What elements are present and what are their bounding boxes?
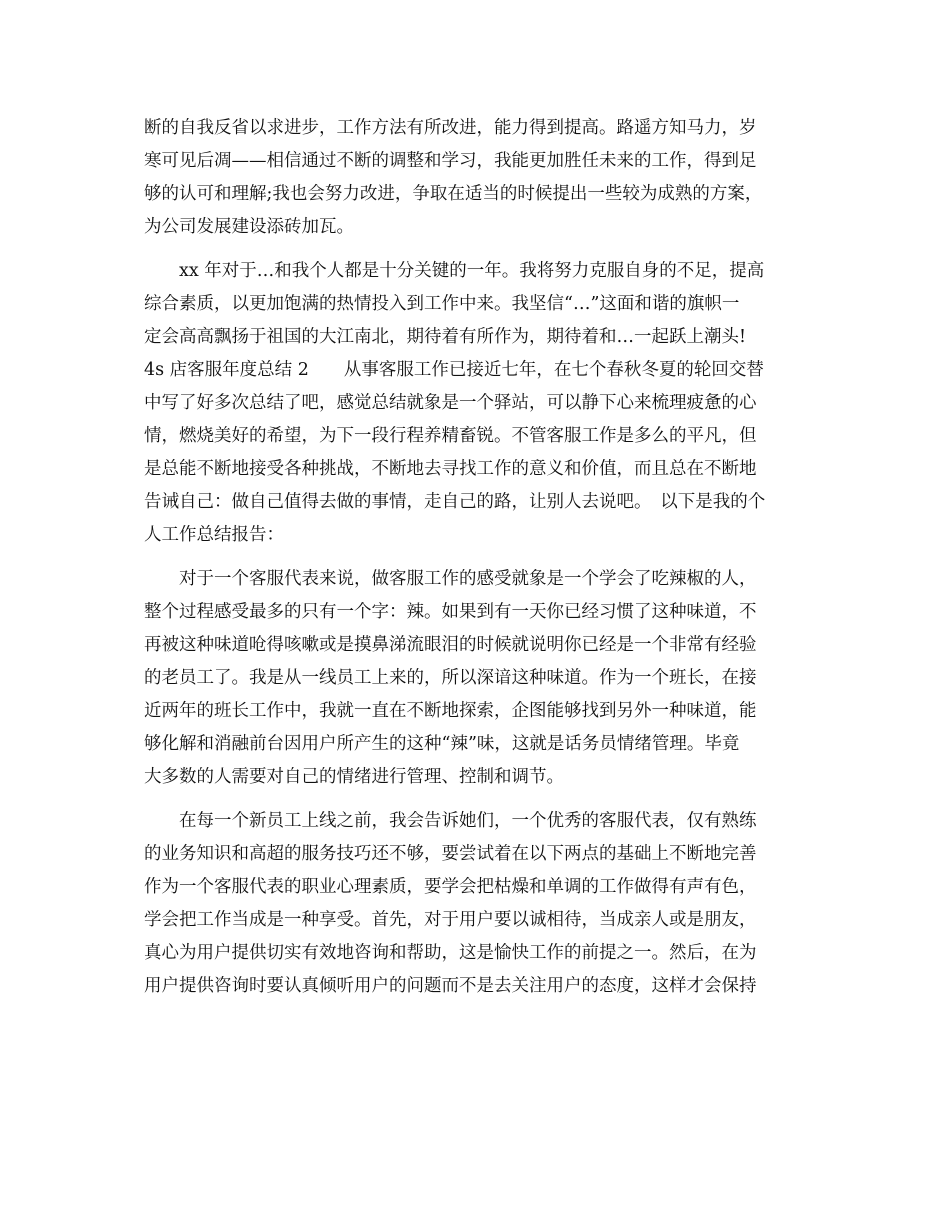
text-line: 寒可见后凋——相信通过不断的调整和学习，我能更加胜任未来的工作，得到足	[144, 151, 757, 171]
text-line: 的老员工了。我是从一线员工上来的，所以深谙这种味道。作为一个班长，在接	[144, 668, 757, 688]
document-page	[144, 112, 804, 1003]
text-line: 整个过程感受最多的只有一个字：辣。如果到有一天你已经习惯了这种味道，不	[144, 602, 757, 622]
text-line: 作为一个客服代表的职业心理素质，要学会把枯燥和单调的工作做得有声有色，	[144, 877, 757, 897]
text-line: 综合素质，以更加饱满的热情投入到工作中来。我坚信“…”这面和谐的旗帜一	[144, 294, 740, 314]
text-line: 学会把工作当成是一种享受。首先，对于用户要以诚相待，当成亲人或是朋友，	[144, 910, 757, 930]
text-line: 近两年的班长工作中，我就一直在不断地探索，企图能够找到另外一种味道，能	[144, 701, 757, 721]
text-line: 为公司发展建设添砖加瓦。	[144, 217, 354, 237]
text-line: 对于一个客服代表来说，做客服工作的感受就象是一个学会了吃辣椒的人，	[144, 569, 757, 589]
paragraph-gap	[144, 794, 804, 805]
text-line: xx 年对于…和我个人都是十分关键的一年。我将努力克服自身的不足，提高	[144, 261, 765, 281]
paragraph-gap	[144, 552, 804, 563]
text-line: 人工作总结报告：	[144, 525, 284, 545]
paragraph	[144, 255, 804, 552]
paragraph	[144, 563, 804, 794]
text-line: 是总能不断地接受各种挑战，不断地去寻找工作的意义和价值，而且总在不断地	[144, 459, 757, 479]
paragraph-gap	[144, 244, 804, 255]
text-line: 够化解和消融前台因用户所产生的这种“辣”味，这就是话务员情绪管理。毕竟	[144, 734, 740, 754]
paragraph	[144, 805, 804, 1003]
text-line: 的业务知识和高超的服务技巧还不够，要尝试着在以下两点的基础上不断地完善	[144, 844, 757, 864]
text-line: 够的认可和理解;我也会努力改进，争取在适当的时候提出一些较为成熟的方案，	[144, 184, 763, 204]
paragraph	[144, 112, 804, 244]
text-line: 告诫自己：做自己值得去做的事情，走自己的路，让别人去说吧。 以下是我的个	[144, 492, 766, 512]
text-line: 大多数的人需要对自己的情绪进行管理、控制和调节。	[144, 767, 564, 787]
text-line: 中写了好多次总结了吧，感觉总结就象是一个驿站，可以静下心来梳理疲惫的心	[144, 393, 757, 413]
text-line: 在每一个新员工上线之前，我会告诉她们，一个优秀的客服代表，仅有熟练	[144, 811, 757, 831]
text-line: 定会高高飘扬于祖国的大江南北，期待着有所作为，期待着和…一起跃上潮头!	[144, 327, 747, 347]
text-line: 用户提供咨询时要认真倾听用户的问题而不是去关注用户的态度，这样才会保持	[144, 976, 757, 996]
text-line: 真心为用户提供切实有效地咨询和帮助，这是愉快工作的前提之一。然后，在为	[144, 943, 757, 963]
text-line: 4s 店客服年度总结 2 从事客服工作已接近七年，在七个春秋冬夏的轮回交替	[144, 360, 764, 380]
text-line: 断的自我反省以求进步，工作方法有所改进，能力得到提高。路遥方知马力，岁	[144, 118, 757, 138]
text-line: 情，燃烧美好的希望，为下一段行程养精畜锐。不管客服工作是多么的平凡，但	[144, 426, 757, 446]
text-line: 再被这种味道呛得咳嗽或是摸鼻涕流眼泪的时候就说明你已经是一个非常有经验	[144, 635, 757, 655]
